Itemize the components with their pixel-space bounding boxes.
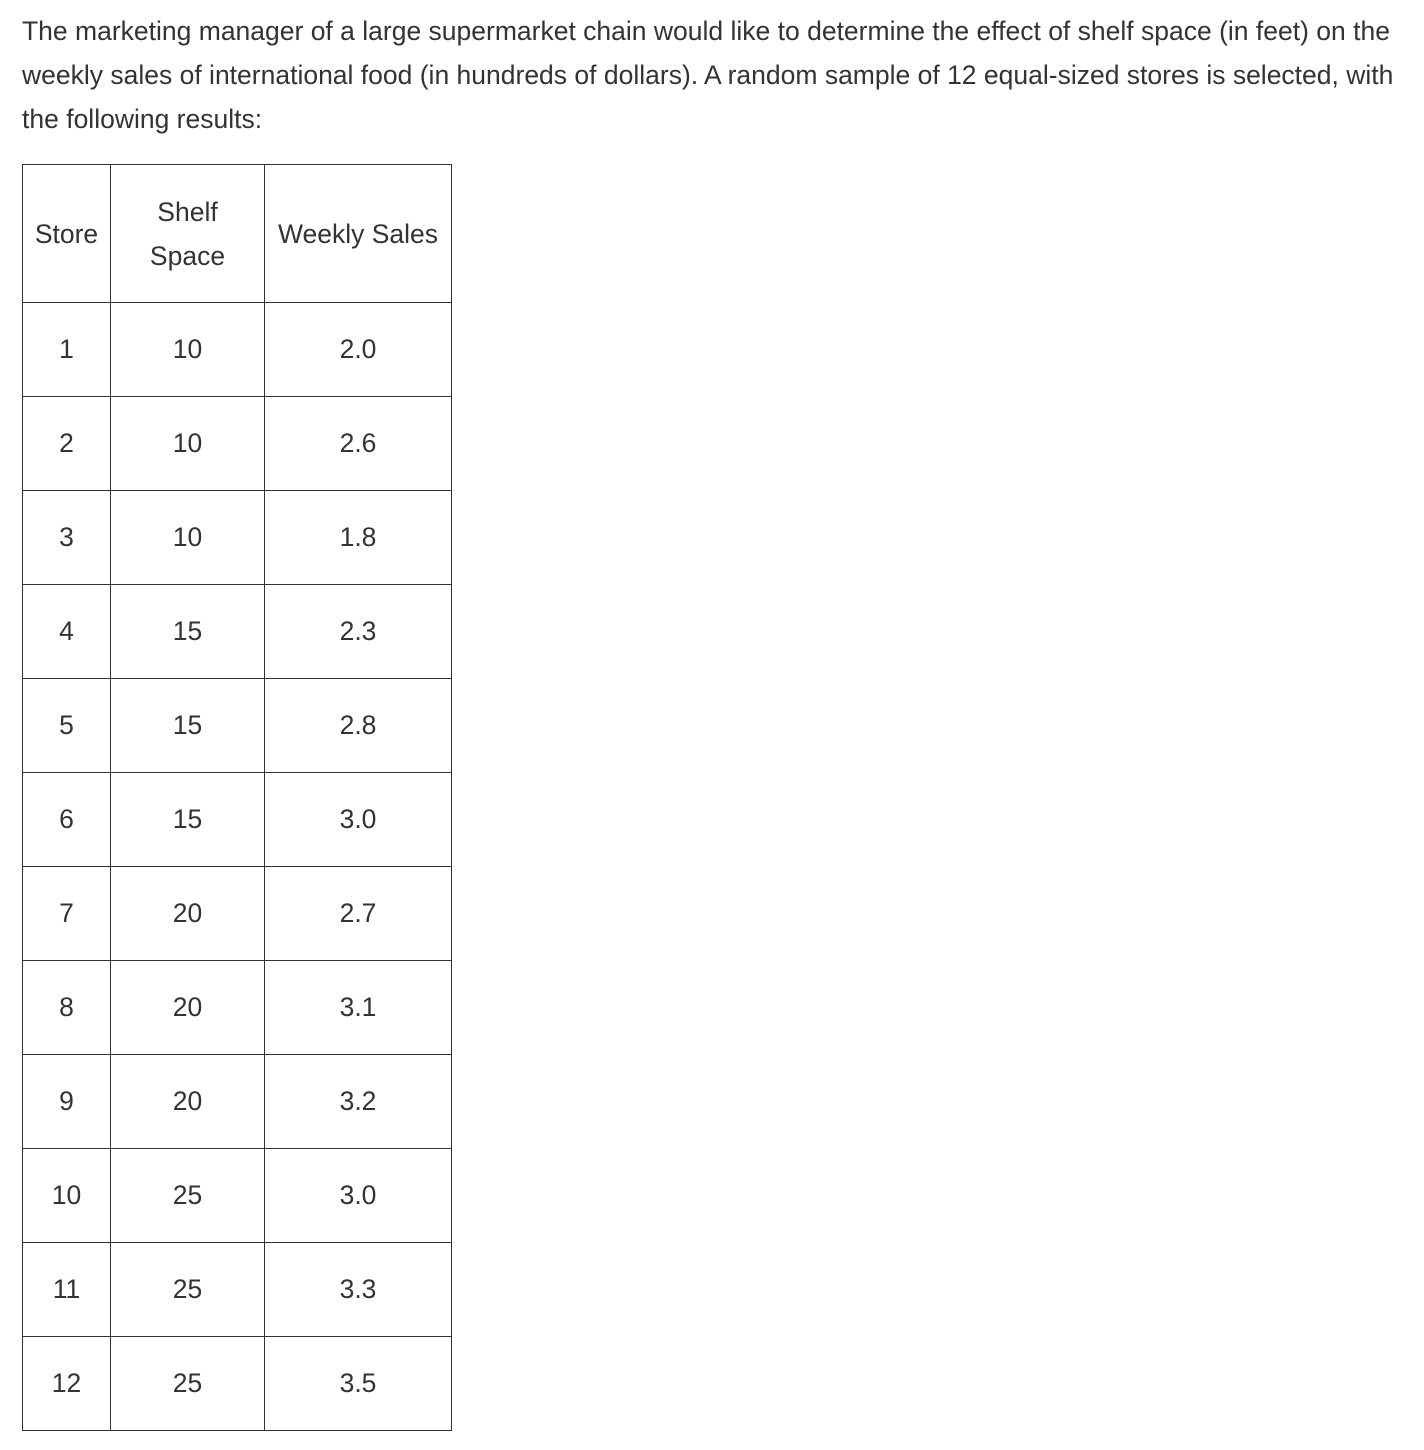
table-row xyxy=(23,303,452,397)
cell-weekly-sales: 2.7 xyxy=(265,867,452,961)
cell-shelf-space: 15 xyxy=(111,585,265,679)
table-row xyxy=(23,961,452,1055)
cell-weekly-sales: 1.8 xyxy=(265,491,452,585)
cell-store: 7 xyxy=(23,867,111,961)
header-shelf-line2: Space xyxy=(149,240,226,271)
cell-shelf-space: 10 xyxy=(111,303,265,397)
cell-store: 8 xyxy=(23,961,111,1055)
cell-shelf-space: 20 xyxy=(111,961,265,1055)
table-row xyxy=(23,585,452,679)
header-shelf-line1: Shelf xyxy=(157,196,218,227)
cell-store: 1 xyxy=(23,303,111,397)
cell-weekly-sales: 3.1 xyxy=(265,961,452,1055)
cell-weekly-sales: 2.0 xyxy=(265,303,452,397)
cell-store: 5 xyxy=(23,679,111,773)
table-header-row xyxy=(23,165,452,303)
cell-store: 10 xyxy=(23,1149,111,1243)
cell-shelf-space: 25 xyxy=(111,1337,265,1431)
cell-shelf-space: 15 xyxy=(111,679,265,773)
cell-weekly-sales: 3.0 xyxy=(265,773,452,867)
cell-weekly-sales: 2.3 xyxy=(265,585,452,679)
problem-statement: The marketing manager of a large supermarket chain would like to determine the effect of shelf space (in feet) on the weekly sales of international food (in hundreds of dollars). A random sample of 12 equal-sized stores is selected, with the following results: xyxy=(22,16,1394,134)
cell-store: 9 xyxy=(23,1055,111,1149)
cell-weekly-sales: 3.3 xyxy=(265,1243,452,1337)
cell-store: 2 xyxy=(23,397,111,491)
cell-store: 11 xyxy=(23,1243,111,1337)
cell-store: 12 xyxy=(23,1337,111,1431)
cell-shelf-space: 25 xyxy=(111,1243,265,1337)
table-row xyxy=(23,773,452,867)
cell-store: 6 xyxy=(23,773,111,867)
table-row xyxy=(23,1149,452,1243)
table-row xyxy=(23,1243,452,1337)
table-row xyxy=(23,1055,452,1149)
cell-weekly-sales: 2.8 xyxy=(265,679,452,773)
cell-store: 3 xyxy=(23,491,111,585)
cell-shelf-space: 15 xyxy=(111,773,265,867)
header-store: Store xyxy=(23,165,111,303)
table-row xyxy=(23,679,452,773)
table-row xyxy=(23,1337,452,1431)
cell-shelf-space: 25 xyxy=(111,1149,265,1243)
data-table xyxy=(22,164,452,1431)
cell-weekly-sales: 3.0 xyxy=(265,1149,452,1243)
cell-shelf-space: 10 xyxy=(111,491,265,585)
cell-shelf-space: 10 xyxy=(111,397,265,491)
cell-weekly-sales: 3.2 xyxy=(265,1055,452,1149)
cell-shelf-space: 20 xyxy=(111,1055,265,1149)
table-row xyxy=(23,397,452,491)
header-shelf-space xyxy=(111,165,265,303)
cell-weekly-sales: 3.5 xyxy=(265,1337,452,1431)
table-row xyxy=(23,491,452,585)
header-weekly-sales: Weekly Sales xyxy=(265,165,452,303)
cell-shelf-space: 20 xyxy=(111,867,265,961)
table-row xyxy=(23,867,452,961)
cell-weekly-sales: 2.6 xyxy=(265,397,452,491)
cell-store: 4 xyxy=(23,585,111,679)
